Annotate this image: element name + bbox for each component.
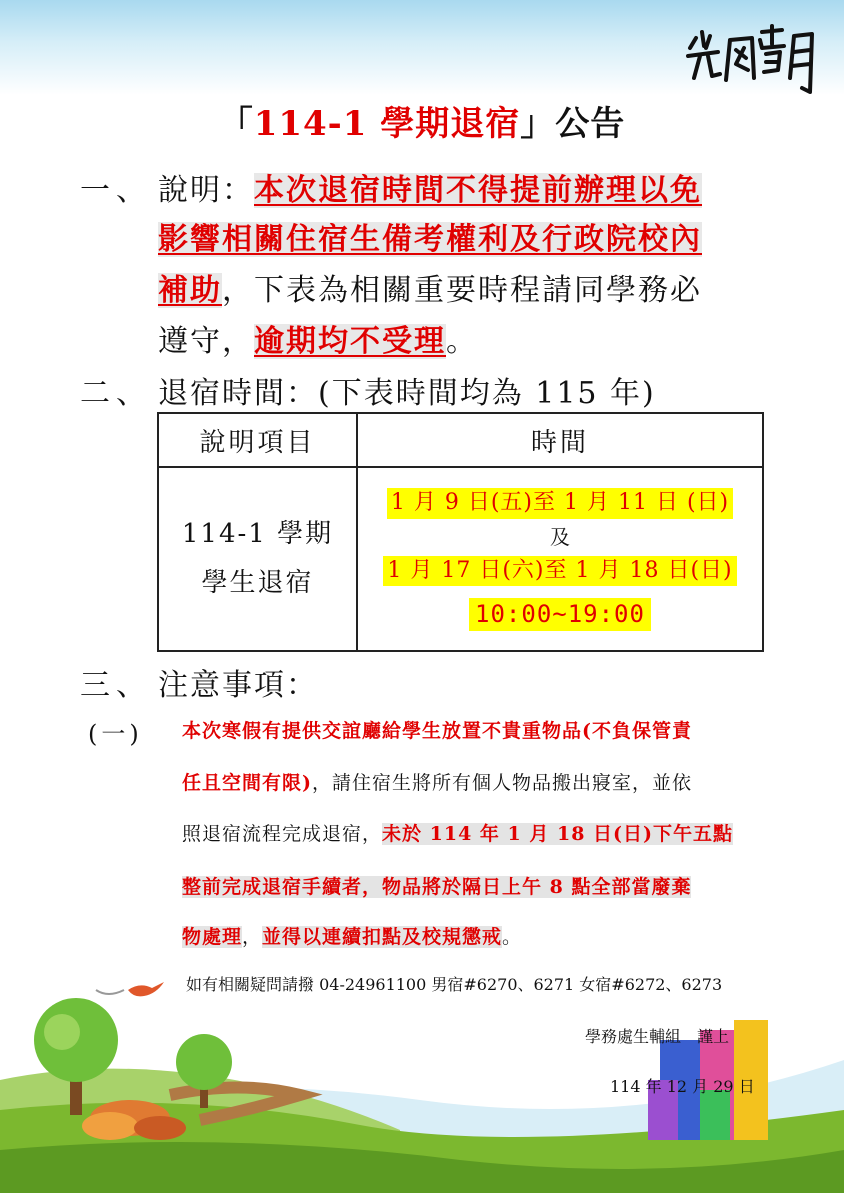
table-row — [158, 467, 763, 651]
note1-l4-red: 整前完成退宿手續者，物品將於隔日上午 8 點全部當廢棄 — [182, 876, 692, 898]
item-line2: 學生退宿 — [201, 568, 314, 598]
table-header-item: 說明項目 — [158, 413, 357, 467]
hours-range: 10:00~19:00 — [469, 598, 651, 631]
section1-highlight-4: 逾期均不受理 — [254, 324, 446, 359]
note1-line5 — [182, 922, 522, 949]
table-time-cell — [357, 467, 763, 651]
section1-label: 說明： — [158, 173, 254, 208]
note1-line3 — [182, 819, 733, 846]
note1-l5-red2: 並得以連續扣點及校規懲戒 — [262, 926, 503, 948]
page-title — [0, 96, 844, 145]
note1-l5-red: 物處理 — [182, 926, 243, 948]
table-header-time: 時間 — [357, 413, 763, 467]
calligraphy-logo — [682, 18, 822, 96]
note1-l2-text: ，請住宿生將所有個人物品搬出寢室，並依 — [312, 772, 693, 794]
note1-l2-red: 任且空間有限) — [182, 772, 312, 794]
table-item-cell — [158, 467, 357, 651]
item-line1: 114-1 學期 — [181, 518, 334, 549]
note1-l5-end: 。 — [502, 926, 523, 948]
section1-line4 — [158, 316, 478, 360]
section1-text-3: ，下表為相關重要時程請同學務必 — [222, 273, 702, 308]
section1-text-4b: 。 — [446, 324, 478, 359]
contact-info: 如有相關疑問請撥 04-24961100 男宿#6270、6271 女宿#6272、6273 — [186, 975, 723, 994]
date-range-2: 1 月 17 日(六)至 1 月 18 日(日) — [383, 556, 736, 586]
title-close: 」公告 — [520, 104, 626, 144]
section1-number: 一、 — [80, 173, 152, 208]
and-text: 及 — [550, 524, 570, 549]
table-header-row — [158, 413, 763, 467]
signer: 學務處生輔組 謹上 — [585, 1027, 730, 1046]
note1-l3-text: 照退宿流程完成退宿， — [182, 823, 383, 845]
section1-text-4a: 遵守， — [158, 324, 254, 359]
note1-line4 — [182, 872, 691, 899]
section1-highlight-3: 補助 — [158, 273, 222, 308]
announcement-date: 114 年 12 月 29 日 — [610, 1077, 755, 1096]
schedule-table — [157, 412, 764, 652]
bird-icon — [96, 982, 164, 996]
note1-number: (一) — [88, 720, 143, 748]
note1-line1 — [182, 716, 692, 743]
date-range-1: 1 月 9 日(五)至 1 月 11 日 (日) — [387, 488, 733, 518]
note1-line2 — [182, 768, 692, 795]
section1-highlight-2: 影響相關住宿生備考權利及行政院校內 — [158, 222, 702, 257]
section1-line3 — [158, 265, 702, 309]
title-main: 114-1 學期退宿 — [253, 104, 521, 144]
section1-line1 — [158, 165, 702, 209]
note1-l5-text: ， — [242, 926, 263, 948]
note1-l3-red: 未於 114 年 1 月 18 日(日)下午五點 — [382, 823, 734, 845]
section1-highlight-1: 本次退宿時間不得提前辦理以免 — [254, 173, 702, 208]
section3-label: 注意事項： — [158, 668, 318, 703]
section2-number: 二、 — [80, 376, 152, 411]
section3-number: 三、 — [80, 668, 152, 703]
title-open-bracket: 「 — [218, 104, 254, 144]
section2-label: 退宿時間：(下表時間均為 115 年) — [158, 376, 656, 411]
section1-line2 — [158, 214, 702, 258]
note1-l1: 本次寒假有提供交誼廳給學生放置不貴重物品(不負保管責 — [182, 720, 692, 742]
